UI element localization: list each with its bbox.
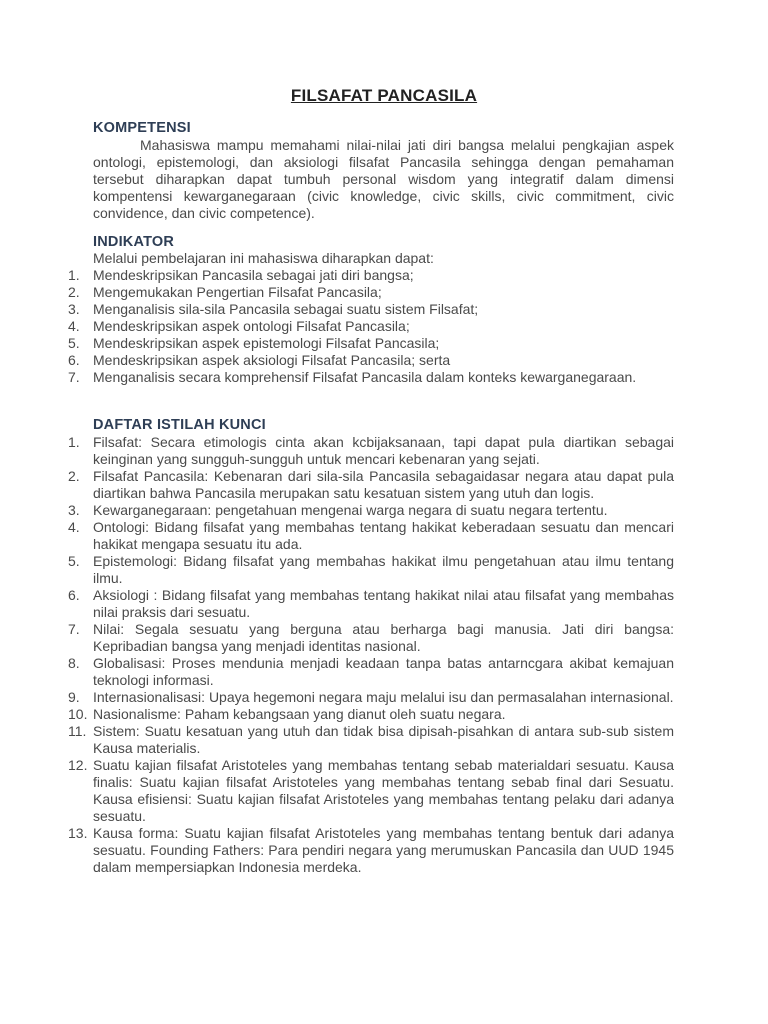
list-item-number: 11. bbox=[68, 723, 87, 739]
list-item-number: 10. bbox=[68, 706, 88, 722]
list-item-number: 6. bbox=[68, 587, 80, 603]
list-item-number: 4. bbox=[68, 519, 80, 535]
list-item-text: Nasionalisme: Paham kebangsaan yang dianut oleh suatu negara. bbox=[93, 706, 506, 722]
list-item bbox=[0, 301, 674, 318]
list-item-number: 13. bbox=[68, 825, 88, 841]
list-item-number: 5. bbox=[68, 553, 80, 569]
list-item-number: 2. bbox=[68, 284, 80, 300]
list-item bbox=[0, 352, 674, 369]
list-item-number: 6. bbox=[68, 352, 80, 368]
list-item bbox=[0, 825, 674, 876]
list-item-text: Epistemologi: Bidang filsafat yang membahas hakikat ilmu pengetahuan atau ilmu tentang ilmu. bbox=[93, 553, 674, 586]
list-item-number: 7. bbox=[68, 369, 80, 385]
kompetensi-heading: KOMPETENSI bbox=[93, 120, 191, 136]
list-item-text: Suatu kajian filsafat Aristoteles yang membahas tentang sebab materialdari sesuatu. Kausa finalis: Suatu kajian filsafat Aristoteles yang membahas tentang sebab final dari Sesuatu. Kausa efisiensi: Suatu kajian filsafat Aristoteles yang membahas tentang pelaku dari adanya sesuatu. bbox=[93, 757, 674, 824]
kompetensi-text: Mahasiswa mampu memahami nilai-nilai jati diri bangsa melalui pengkajian aspek ontologi, epistemologi, dan aksiologi filsafat Pancasila sehingga dengan pemahaman tersebut diharapkan dapat tumbuh personal wisdom yang integratif dalam dimensi kompentensi kewarganegaraan (civic knowledge, civic skills, civic commitment, civic convidence, dan civic competence). bbox=[93, 137, 674, 221]
list-item bbox=[0, 655, 674, 689]
istilah-heading: DAFTAR ISTILAH KUNCI bbox=[93, 417, 266, 433]
list-item-text: Menganalisis secara komprehensif Filsafat Pancasila dalam konteks kewarganegaraan. bbox=[93, 369, 637, 385]
list-item bbox=[0, 369, 674, 386]
list-item-text: Globalisasi: Proses mendunia menjadi keadaan tanpa batas antarncgara akibat kemajuan teknologi informasi. bbox=[93, 655, 674, 688]
list-item bbox=[0, 689, 674, 706]
list-item-text: Kewarganegaraan: pengetahuan mengenai warga negara di suatu negara tertentu. bbox=[93, 502, 608, 518]
istilah-list bbox=[0, 434, 768, 876]
list-item bbox=[0, 519, 674, 553]
list-item-number: 1. bbox=[68, 434, 80, 450]
list-item-text: Sistem: Suatu kesatuan yang utuh dan tidak bisa dipisah-pisahkan di antara sub-sub sistem Kausa materialis. bbox=[93, 723, 674, 756]
list-item-text: Filsafat Pancasila: Kebenaran dari sila-sila Pancasila sebagaidasar negara atau dapat pula diartikan bahwa Pancasila merupakan satu kesatuan sistem yang utuh dan logis. bbox=[93, 468, 674, 501]
indikator-intro: Melalui pembelajaran ini mahasiswa diharapkan dapat: bbox=[93, 250, 434, 266]
list-item-number: 2. bbox=[68, 468, 80, 484]
list-item-number: 8. bbox=[68, 655, 80, 671]
list-item bbox=[0, 434, 674, 468]
list-item-number: 3. bbox=[68, 502, 80, 518]
list-item-number: 7. bbox=[68, 621, 80, 637]
list-item-text: Kausa forma: Suatu kajian filsafat Aristoteles yang membahas tentang bentuk dari adanya sesuatu. Founding Fathers: Para pendiri negara yang merumuskan Pancasila dan UUD 1945 dalam mempersiapkan Indonesia merdeka. bbox=[93, 825, 674, 875]
list-item bbox=[0, 318, 674, 335]
list-item-number: 12. bbox=[68, 757, 88, 773]
list-item-text: Ontologi: Bidang filsafat yang membahas tentang hakikat keberadaan sesuatu dan mencari hakikat mengapa sesuatu itu ada. bbox=[93, 519, 674, 552]
list-item bbox=[0, 587, 674, 621]
list-item-text: Internasionalisasi: Upaya hegemoni negara maju melalui isu dan permasalahan internasional. bbox=[93, 689, 674, 705]
list-item bbox=[0, 284, 674, 301]
list-item bbox=[0, 267, 674, 284]
list-item bbox=[0, 468, 674, 502]
list-item-text: Aksiologi : Bidang filsafat yang membahas tentang hakikat nilai atau filsafat yang membahas nilai praksis dari sesuatu. bbox=[93, 587, 674, 620]
list-item bbox=[0, 553, 674, 587]
indikator-heading: INDIKATOR bbox=[93, 234, 175, 250]
list-item-text: Nilai: Segala sesuatu yang berguna atau berharga bagi manusia. Jati diri bangsa: Kepribadian bangsa yang menjadi identitas nasional. bbox=[93, 621, 674, 654]
list-item-text: Mengemukakan Pengertian Filsafat Pancasila; bbox=[93, 284, 382, 300]
list-item-text: Mendeskripsikan aspek aksiologi Filsafat Pancasila; serta bbox=[93, 352, 451, 368]
list-item-number: 4. bbox=[68, 318, 80, 334]
list-item-text: Mendeskripsikan Pancasila sebagai jati diri bangsa; bbox=[93, 267, 414, 283]
list-item-number: 1. bbox=[68, 267, 80, 283]
list-item bbox=[0, 706, 674, 723]
list-item bbox=[0, 757, 674, 825]
list-item-number: 5. bbox=[68, 335, 80, 351]
kompetensi-paragraph bbox=[93, 137, 674, 222]
list-item-text: Menganalisis sila-sila Pancasila sebagai suatu sistem Filsafat; bbox=[93, 301, 479, 317]
list-item bbox=[0, 335, 674, 352]
list-item-number: 3. bbox=[68, 301, 80, 317]
list-item bbox=[0, 723, 674, 757]
document-title: FILSAFAT PANCASILA bbox=[290, 86, 478, 105]
list-item-text: Mendeskripsikan aspek epistemologi Filsafat Pancasila; bbox=[93, 335, 440, 351]
list-item-number: 9. bbox=[68, 689, 80, 705]
list-item bbox=[0, 621, 674, 655]
list-item-text: Mendeskripsikan aspek ontologi Filsafat Pancasila; bbox=[93, 318, 410, 334]
list-item-text: Filsafat: Secara etimologis cinta akan kcbijaksanaan, tapi dapat pula diartikan sebagai keinginan yang sungguh-sungguh untuk mencari kebenaran yang sejati. bbox=[93, 434, 674, 467]
list-item bbox=[0, 502, 674, 519]
indikator-list bbox=[0, 267, 768, 386]
